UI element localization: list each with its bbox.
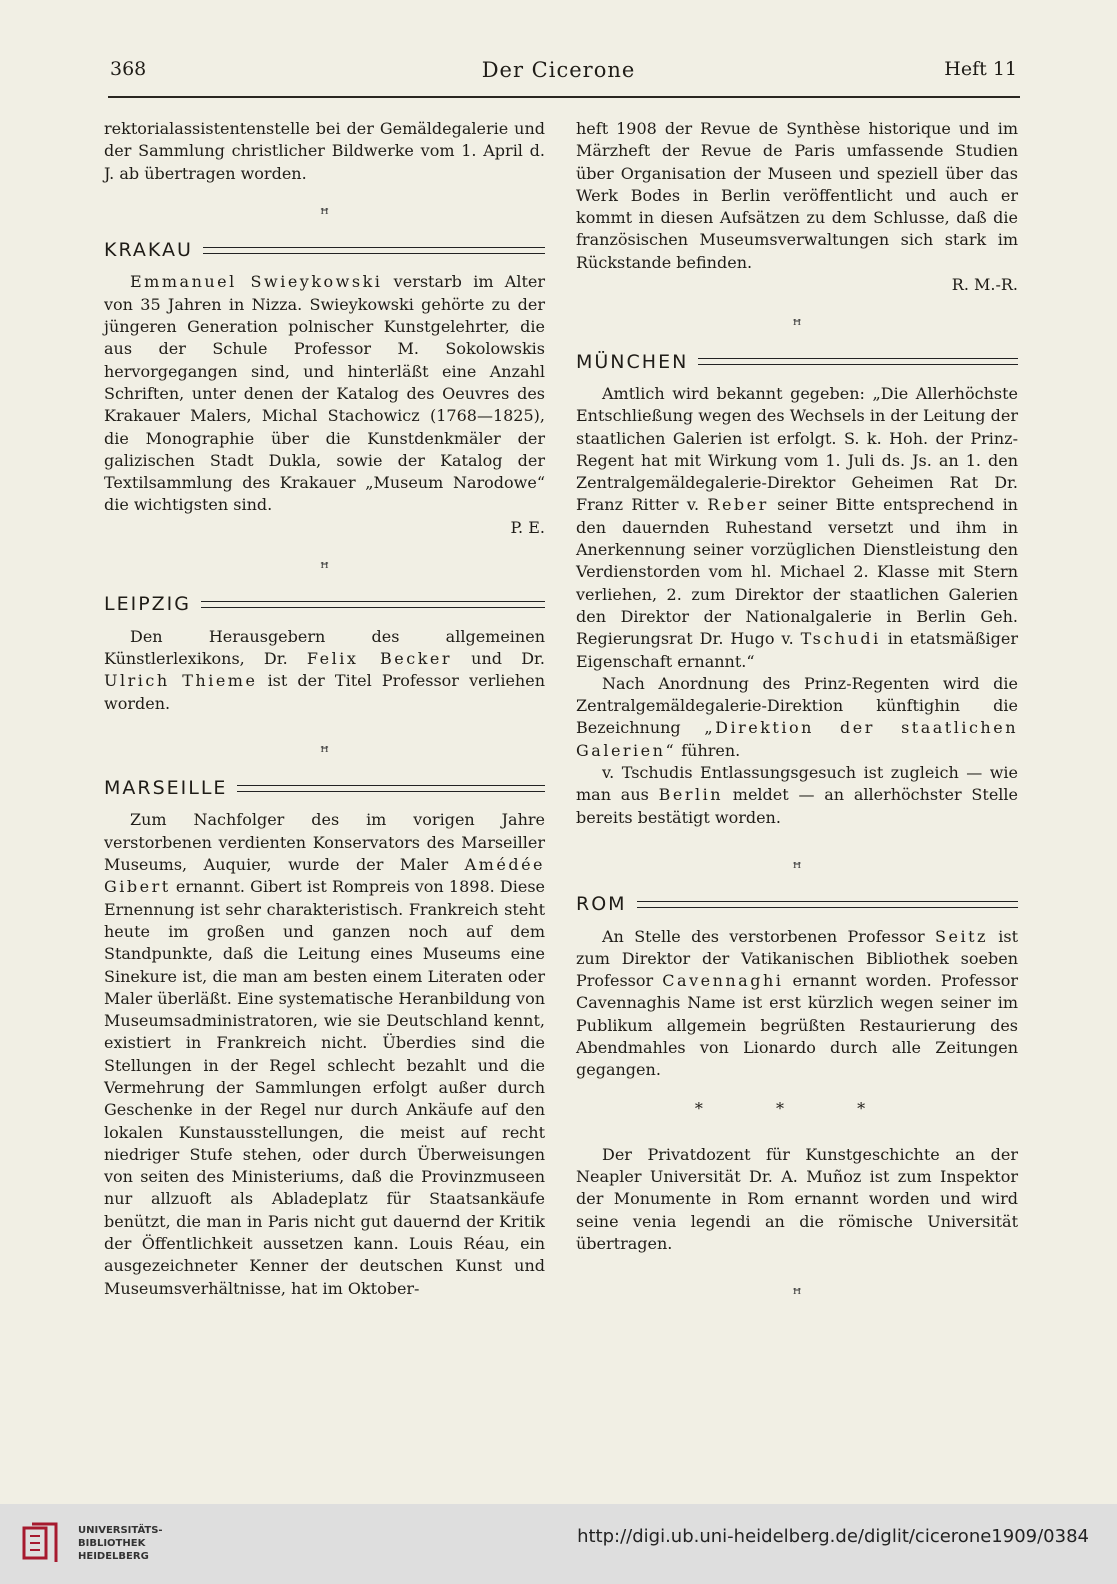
section-rule <box>637 901 1018 908</box>
footer-bar <box>0 1504 1117 1584</box>
rom-paragraph-2: Der Privatdozent für Kunstgeschichte an der Neapler Universität Dr. A. Muñoz ist zum Inspektor der Monumente in Rom ernannt worden und wird seine venia legendi an die römische Universität übertragen. <box>576 1144 1018 1254</box>
section-title: ROM <box>576 893 627 916</box>
section-heading-muenchen <box>576 351 1018 373</box>
issue-label: Heft 11 <box>944 58 1017 80</box>
section-heading-marseille <box>104 777 545 799</box>
emphasis: Berlin <box>658 785 724 805</box>
person-name: Amédée Gibert <box>104 855 545 897</box>
person-name: Cavennaghi <box>662 971 784 991</box>
section-title: MÜNCHEN <box>576 350 689 373</box>
library-logo-icon <box>22 1522 64 1564</box>
section-heading-rom <box>576 893 1018 915</box>
emphasis: „Direktion der staatlichen Galerien“ <box>576 718 1019 760</box>
signature: P. E. <box>510 517 545 537</box>
section-separator-icon: ꟸ <box>320 204 329 223</box>
section-separator-icon: ꟸ <box>792 858 802 877</box>
right-column <box>576 118 1018 1320</box>
marseille-paragraph: Zum Nachfolger des im vorigen Jahre verstorbenen verdienten Konservators des Marseiller Museums, Auquier, wurde der Maler Amédée Gibert ernannt. Gibert ist Rompreis von 1898. Diese Ernennung ist sehr charakteristisch. Frankreich steht heute im großen und ganzen noch auf dem Standpunkte, daß die Leitung eines Museums eine Sinekure ist, die man am besten einem Literaten oder Maler überläßt. Eine systematische Heranbildung von Museumsadministratoren, wie sie Deutschland kennt, existiert in Frankreich nicht. Überdies sind die Stellungen in der Regel schlecht bezahlt und die Vermehrung der Sammlungen erfolgt außer durch Geschenke in der Regel nur durch Ankäufe auf den lokalen Kunstausstellungen, die meist auf recht niedriger Stufe stehen, oder durch Überweisungen von seiten des Ministeriums, daß die Provinzmuseen nur allzuoft als Abladeplatz für Staatsankäufe benützt, die man in Paris nicht gut dauernd der Kritik der Öffentlichkeit aussetzen kann. Louis Réau, ein ausgezeichneter Kenner der deutschen Kunst und Museumsverhältnisse, hat im Oktober- <box>104 810 545 1298</box>
person-name: Seitz <box>935 926 988 946</box>
page-number: 368 <box>110 58 147 80</box>
intro-paragraph: rektorialassistentenstelle bei der Gemäldegalerie und der Sammlung christlicher Bildwerke vom 1. April d. J. ab übertragen worden. <box>104 119 545 183</box>
muenchen-paragraph-1: Amtlich wird bekannt gegeben: „Die Allerhöchste Entschließung wegen des Wechsels in der Leitung der staatlichen Galerien ist erfolgt. S. k. Hoh. der Prinz-Regent hat mit Wirkung vom 1. Juli ds. Js. an 1. den Zentralgemäldegalerie-Direktor Geheimen Rat Dr. Franz Ritter v. Reber seiner Bitte entsprechend in den dauernden Ruhestand versetzt und ihm in Anerkennung seiner vorzüglichen Dienstleistung den Verdienstorden vom hl. Michael 2. Klasse mit Stern verliehen, 2. zum Direktor der staatlichen Galerien den Direktor der Nationalgalerie in Berlin Geh. Regierungsrat Dr. Hugo v. Tschudi in etatsmäßiger Eigenschaft ernannt.“ <box>576 383 1018 671</box>
section-separator-icon: ꟸ <box>320 559 329 578</box>
rom-paragraph-1: An Stelle des verstorbenen Professor Seitz ist zum Direktor der Vatikanischen Bibliothek soeben Professor Cavennaghi ernannt worden. Professor Cavennaghis Name ist erst kürzlich wegen seiner im Publikum allgemein begrüßten Restaurierung des Abendmahles von Lionardo durch alle Zeitungen gegangen. <box>576 926 1019 1080</box>
muenchen-paragraph-3: v. Tschudis Entlassungsgesuch ist zugleich — wie man aus Berlin meldet — an allerhöchster Stelle bereits bestätigt worden. <box>576 763 1018 827</box>
section-separator-icon: ꟸ <box>792 316 802 335</box>
person-name: Emmanuel Swieykowski <box>130 272 383 292</box>
section-title: MARSEILLE <box>104 777 228 800</box>
person-name: Ulrich Thieme <box>104 671 258 691</box>
signature: R. M.-R. <box>951 275 1018 295</box>
section-heading-krakau <box>104 239 545 261</box>
leipzig-paragraph: Den Herausgebern des allgemeinen Künstlerlexikons, Dr. Felix Becker und Dr. Ulrich Thieme ist der Titel Professor verliehen worden. <box>104 626 546 713</box>
continuation-paragraph: heft 1908 der Revue de Synthèse historique und im Märzheft der Revue de Paris umfassende Studien über Organisation der Museen und speziell über das Werk Bodes in Berlin veröffentlicht und auch er kommt in diesen Aufsätzen zu dem Schlusse, daß die französischen Museumsverwaltungen sich stark im Rückstande befinden. <box>576 119 1018 272</box>
section-rule <box>237 785 545 792</box>
section-rule <box>201 601 545 608</box>
source-url-link[interactable]: http://digi.ub.uni-heidelberg.de/diglit/cicerone1909/0384 <box>577 1526 1089 1547</box>
section-rule <box>698 358 1018 365</box>
left-column <box>104 118 545 1300</box>
person-name: Reber <box>707 495 769 515</box>
muenchen-paragraph-2: Nach Anordnung des Prinz-Regenten wird die Zentralgemäldegalerie-Direktion künftighin die Bezeichnung „Direktion der staatlichen Galerien“ führen. <box>576 673 1019 760</box>
person-name: Tschudi <box>800 629 881 649</box>
journal-title: Der Cicerone <box>481 58 636 82</box>
library-name: UNIVERSITÄTS- BIBLIOTHEK HEIDELBERG <box>78 1525 163 1562</box>
krakau-paragraph: Emmanuel Swieykowski verstarb im Alter von 35 Jahren in Nizza. Swieykowski gehörte zu der jüngeren Generation polnischer Kunstgelehrter, die aus der Schule Professor M. Sokolowskis hervorgegangen sind, und hinterläßt eine Anzahl Schriften, unter denen der Katalog des Oeuvres des Krakauer Malers, Michal Stachowicz (1768—1825), die Monographie über die Kunstdenkmäler der galizischen Stadt Dukla, sowie der Katalog der Textilsammlung des Krakauer „Museum Narodowe“ die wichtigsten sind. <box>104 272 546 515</box>
section-separator-icon: ꟸ <box>792 1285 802 1304</box>
section-title: KRAKAU <box>104 239 193 262</box>
section-separator-icon: ꟸ <box>320 742 329 761</box>
section-title: LEIPZIG <box>104 593 191 616</box>
section-rule <box>203 247 545 254</box>
header-rule <box>108 96 1020 98</box>
person-name: Felix Becker <box>306 648 453 668</box>
asterism: * * * <box>694 1098 900 1118</box>
section-heading-leipzig <box>104 593 545 615</box>
